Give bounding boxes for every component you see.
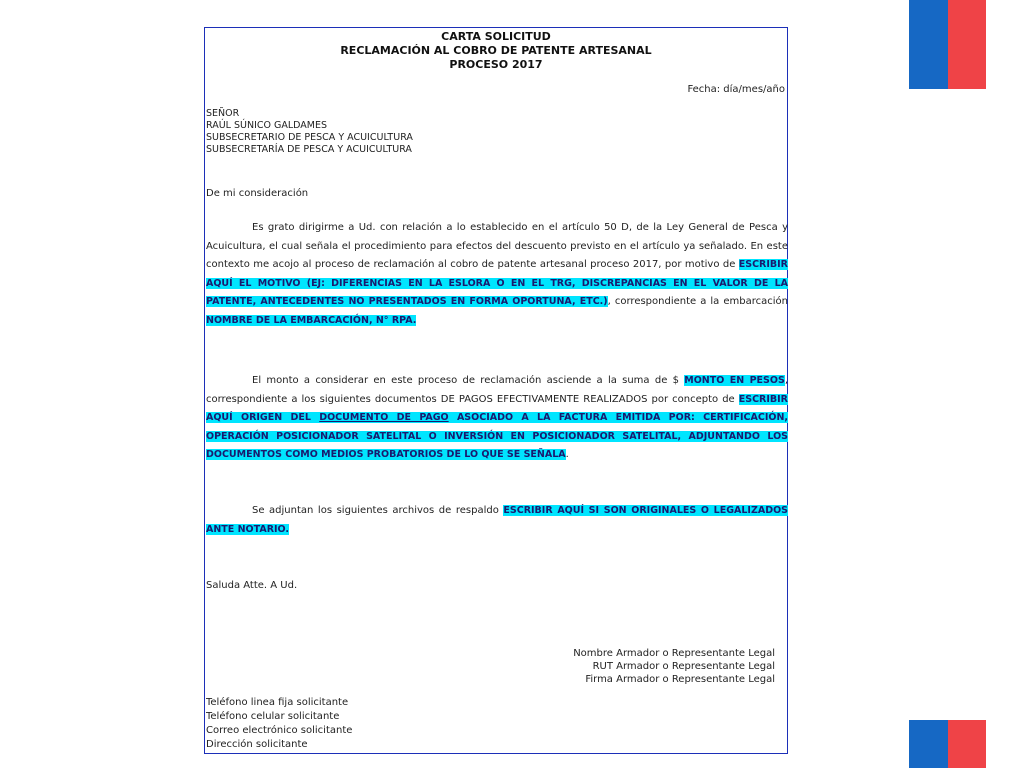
paragraph-2-text: El monto a considerar en este proceso de reclamación asciende a la suma de $ — [252, 375, 685, 386]
placeholder-vessel: NOMBRE DE LA EMBARCACIÓN, N° RPA. — [206, 314, 417, 326]
placeholder-origin-a: ESCRIBIR AQUÍ ORIGEN DEL — [206, 393, 788, 424]
greeting: De mi consideración — [206, 188, 309, 199]
flag-blue-band — [909, 720, 948, 768]
placeholder-amount: MONTO EN PESOS — [684, 375, 785, 386]
letter-date: Fecha: día/mes/año — [687, 84, 785, 95]
paragraph-1 — [206, 219, 788, 331]
letter-process: PROCESO 2017 — [449, 58, 543, 71]
contact-mobile: Teléfono celular solicitante — [206, 711, 340, 722]
flag-red-band — [948, 720, 987, 768]
paragraph-1-text-b: , correspondiente a la embarcación — [607, 296, 788, 308]
placeholder-files: ESCRIBIR AQUÍ SI SON ORIGINALES O LEGALIZADOS ANTE NOTARIO. — [206, 505, 788, 535]
placeholder-origin-underlined: DOCUMENTO DE PAGO — [319, 412, 449, 424]
paragraph-1-text: Es grato dirigirme a Ud. con relación a lo establecido en el artículo 50 D, de la Ley General de Pesca y Acuicultura, el cual señala el procedimiento para efectos del descuento previsto en el artículo ya señalado. En este contexto me acojo al proceso de reclamación al cobro de patente artesanal proceso 2017, por motivo de — [206, 222, 788, 271]
contact-landline: Teléfono linea fija solicitante — [206, 697, 349, 708]
recipient-title: SEÑOR — [206, 108, 240, 119]
paragraph-3-text: Se adjuntan los siguientes archivos de respaldo — [252, 505, 504, 516]
closing: Saluda Atte. A Ud. — [206, 580, 298, 591]
paragraph-3 — [206, 502, 788, 539]
contact-address: Dirección solicitante — [206, 739, 308, 750]
signature-name: Nombre Armador o Representante Legal — [573, 648, 775, 659]
letter-title: CARTA SOLICITUD — [441, 30, 551, 43]
letter-subtitle: RECLAMACIÓN AL COBRO DE PATENTE ARTESANAL — [340, 44, 652, 57]
flag-blue-band — [909, 0, 948, 89]
placeholder-origin-b: ASOCIADO A LA FACTURA EMITIDA POR: CERTIFICACIÓN, OPERACIÓN POSICIONADOR SATELITAL O INVERSIÓN EN POSICIONADOR SATELITAL, ADJUNTANDO LOS DOCUMENTOS COMO MEDIOS PROBATORIOS DE LO QUE SE SEÑALA — [206, 412, 789, 461]
chile-flag-stripe-top — [909, 0, 986, 89]
recipient-position: SUBSECRETARIO DE PESCA Y ACUICULTURA — [206, 132, 413, 143]
placeholder-reason: ESCRIBIR AQUÍ EL MOTIVO (EJ: DIFERENCIAS EN LA ESLORA O EN EL TRG, DISCREPANCIAS EN EL VALOR DE LA PATENTE, ANTECEDENTES NO PRESENTADOS EN FORMA OPORTUNA, ETC.) — [206, 259, 788, 308]
paragraph-2 — [206, 372, 788, 465]
paragraph-2-text-b: , correspondiente a los siguientes documentos DE PAGOS EFECTIVAMENTE REALIZADOS por concepto de — [206, 375, 788, 405]
signature-rut: RUT Armador o Representante Legal — [592, 661, 775, 672]
signature-sign: Firma Armador o Representante Legal — [585, 674, 775, 685]
recipient-name: RAÚL SÚNICO GALDAMES — [206, 120, 328, 131]
letter-document — [204, 27, 788, 754]
contact-email: Correo electrónico solicitante — [206, 725, 353, 736]
paragraph-2-end: . — [565, 449, 569, 461]
flag-red-band — [948, 0, 987, 89]
chile-flag-stripe-bottom — [909, 720, 986, 768]
recipient-office: SUBSECRETARÍA DE PESCA Y ACUICULTURA — [206, 144, 412, 155]
